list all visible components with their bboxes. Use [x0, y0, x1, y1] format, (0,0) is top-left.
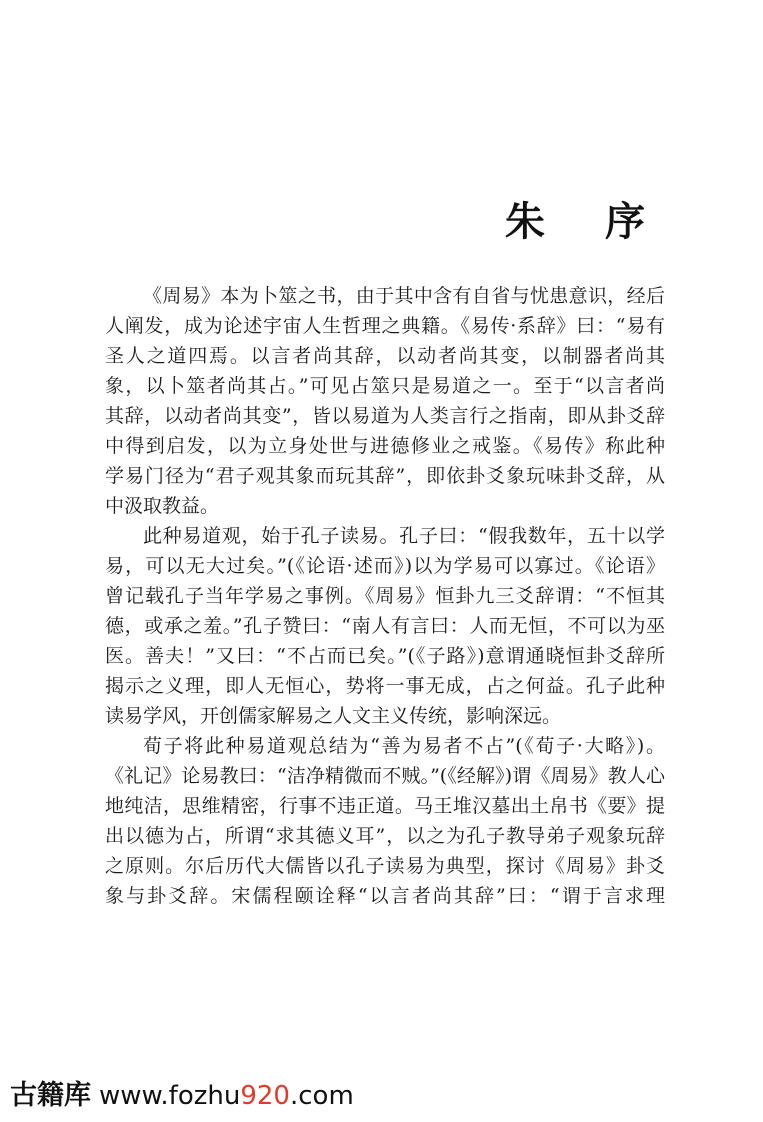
text-line: 荀子将此种易道观总结为“善为易者不占”(《荀子·大略》)。	[143, 735, 665, 757]
text-line: 其辞，以动者尚其变”，皆以易道为人类言行之指南，即从卦爻辞	[105, 405, 665, 427]
text-line: 读易学风，开创儒家解易之人文主义传统，影响深远。	[105, 705, 562, 727]
text-line: 德，或承之羞。”孔子赞曰：“南人有言曰：人而无恒，不可以为巫	[105, 615, 665, 637]
text-line: 此种易道观，始于孔子读易。孔子曰：“假我数年，五十以学	[143, 525, 665, 547]
text-line: 人阐发，成为论述宇宙人生哲理之典籍。《易传·系辞》曰：“易有	[105, 315, 665, 337]
text-line: 医。善夫！”又曰：“不占而已矣。”(《子路》)意谓通晓恒卦爻辞所	[105, 645, 665, 667]
text-line: 《周易》本为卜筮之书，由于其中含有自省与忧患意识，经后	[143, 285, 665, 307]
preface-body	[105, 281, 665, 911]
text-line: 象与卦爻辞。宋儒程颐诠释“以言者尚其辞”曰：“谓于言求理	[105, 885, 665, 907]
text-line: 揭示之义理，即人无恒心，势将一事无成，占之何益。孔子此种	[105, 675, 665, 697]
site-watermark	[10, 1078, 354, 1114]
text-line: 出以德为占，所谓“求其德义耳”，以之为孔子教导弟子观象玩辞	[105, 825, 665, 847]
page-title	[0, 197, 763, 247]
text-line: 中得到启发，以为立身处世与进德修业之戒鉴。《易传》称此种	[105, 435, 665, 457]
text-line: 易，可以无大过矣。”(《论语·述而》)以为学易可以寡过。《论语》	[105, 555, 665, 577]
text-line: 学易门径为“君子观其象而玩其辞”，即依卦爻象玩味卦爻辞，从	[105, 465, 665, 487]
watermark-url-number: 920	[240, 1081, 290, 1111]
text-line: 中汲取教益。	[105, 495, 220, 517]
title-char-2: 序	[605, 198, 645, 245]
watermark-brand: 古籍库	[10, 1080, 91, 1111]
paragraph-3	[105, 731, 665, 911]
watermark-url-suffix: .com	[289, 1081, 354, 1111]
text-line: 地纯洁，思维精密，行事不违正道。马王堆汉墓出土帛书《要》提	[105, 795, 665, 817]
text-line: 之原则。尔后历代大儒皆以孔子读易为典型，探讨《周易》卦爻	[105, 855, 665, 877]
title-char-1: 朱	[505, 198, 545, 245]
paragraph-2	[105, 521, 665, 731]
text-line: 圣人之道四焉。以言者尚其辞，以动者尚其变，以制器者尚其	[105, 345, 665, 367]
text-line: 曾记载孔子当年学易之事例。《周易》恒卦九三爻辞谓：“不恒其	[105, 585, 665, 607]
watermark-url-prefix: www.fozhu	[99, 1081, 241, 1111]
text-line: 象，以卜筮者尚其占。”可见占筮只是易道之一。至于“以言者尚	[105, 375, 665, 397]
paragraph-1	[105, 281, 665, 521]
text-line: 《礼记》论易教曰：“洁净精微而不贼。”(《经解》)谓《周易》教人心	[105, 765, 665, 787]
